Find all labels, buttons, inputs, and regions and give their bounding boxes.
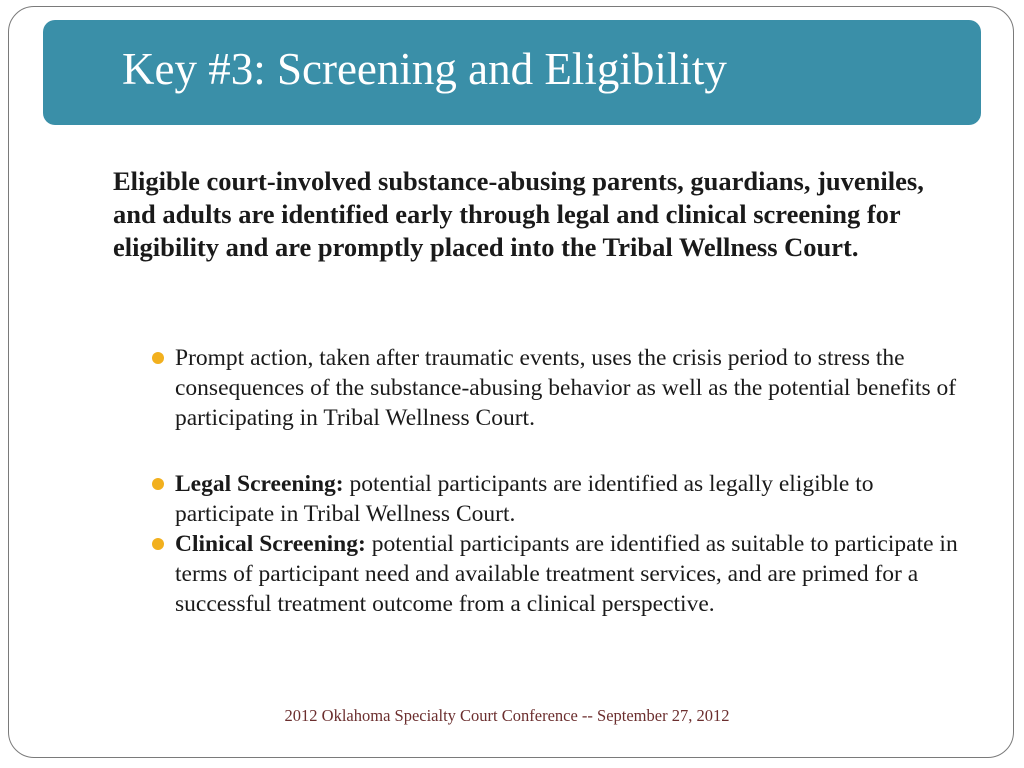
bullet-item-legal-screening xyxy=(150,469,960,529)
bullet-item-prompt-action xyxy=(150,343,960,433)
footer-text: 2012 Oklahoma Specialty Court Conference -- September 27, 2012 xyxy=(284,706,730,725)
bullet-item-clinical-screening xyxy=(150,529,960,619)
bullet-dot-icon xyxy=(152,538,164,550)
bullet-dot-icon xyxy=(152,478,164,490)
bullet-dot-icon xyxy=(152,352,164,364)
bullet-term: Clinical Screening: xyxy=(175,531,366,557)
bullet-text: potential participants are identified as legally eligible to participate in Tribal Wellness Court. xyxy=(175,471,874,527)
slide-title: Key #3: Screening and Eligibility xyxy=(122,44,727,94)
bullet-term: Legal Screening: xyxy=(175,471,344,497)
bullet-text: potential participants are identified as suitable to participate in terms of participant need and available treatment services, and are primed for a successful treatment outcome from a clinical perspective. xyxy=(175,531,958,617)
intro-statement: Eligible court-involved substance-abusing parents, guardians, juveniles, and adults are identified early through legal and clinical screening for eligibility and are promptly placed into the Tribal Wellness Court. xyxy=(113,166,924,262)
bullet-text: Prompt action, taken after traumatic events, uses the crisis period to stress the consequences of the substance-abusing behavior as well as the potential benefits of participating in Tribal Wellness Court. xyxy=(175,345,957,431)
bullet-list xyxy=(150,343,960,619)
